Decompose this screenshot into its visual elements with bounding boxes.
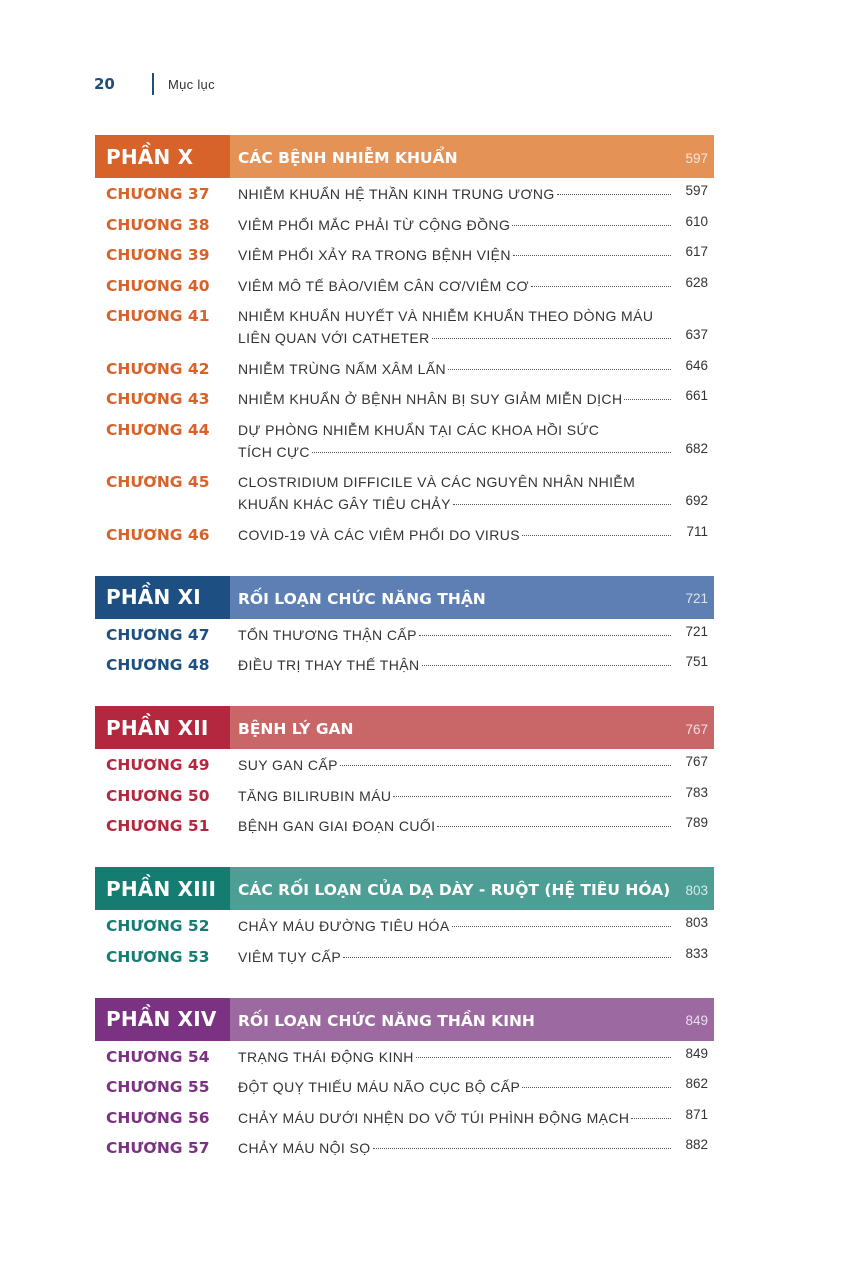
page-header [94, 72, 215, 96]
chapter-label: CHƯƠNG 44 [106, 420, 210, 439]
chapter-entry[interactable] [95, 946, 714, 968]
chapter-title-line [238, 785, 675, 807]
chapter-title-text: TÍCH CỰC [238, 443, 310, 460]
chapter-title-text: TRẠNG THÁI ĐỘNG KINH [238, 1048, 414, 1065]
chapter-label: CHƯƠNG 37 [106, 185, 210, 203]
chapter-title-text: VIÊM PHỔI MẮC PHẢI TỪ CỘNG ĐỒNG [238, 216, 511, 233]
chapter-entry[interactable] [95, 419, 714, 463]
chapter-title [238, 388, 675, 410]
chapter-title [238, 244, 675, 266]
chapter-label: CHƯƠNG 47 [106, 625, 210, 644]
part-title-box [230, 998, 714, 1041]
chapter-title [238, 915, 675, 937]
chapter-label: CHƯƠNG 56 [106, 1108, 210, 1127]
chapter-title-text: DỰ PHÒNG NHIỄM KHUẨN TẠI CÁC KHOA HỒI SỨC [238, 421, 600, 438]
chapter-label: CHƯƠNG 39 [106, 246, 210, 264]
chapter-title-line [238, 493, 675, 515]
chapter-label: CHƯƠNG 51 [106, 817, 210, 835]
part-title-box [230, 706, 714, 749]
chapter-list [95, 910, 714, 968]
chapter-entry[interactable] [95, 1076, 714, 1098]
chapter-page-number: 617 [685, 244, 708, 259]
chapter-title-line [238, 275, 675, 297]
chapter-entry[interactable] [95, 754, 714, 776]
dot-leader [513, 255, 671, 256]
chapter-title-line [238, 1107, 675, 1129]
chapter-title-line [238, 1046, 675, 1068]
chapter-page-number: 610 [685, 213, 708, 229]
part-banner[interactable] [95, 998, 714, 1041]
chapter-title-line [238, 471, 675, 493]
chapter-label: CHƯƠNG 53 [106, 947, 210, 966]
dot-leader [522, 1087, 671, 1088]
part-banner[interactable] [95, 867, 714, 910]
chapter-title-line [238, 441, 675, 463]
chapter-label: CHƯƠNG 55 [106, 1078, 210, 1096]
chapter-label: CHƯƠNG 43 [106, 390, 210, 408]
dot-leader [522, 535, 671, 536]
chapter-title-line [238, 327, 675, 349]
dot-leader [340, 765, 671, 766]
part-banner[interactable] [95, 576, 714, 619]
chapter-label: CHƯƠNG 46 [106, 525, 210, 544]
chapter-page-number: 783 [685, 784, 708, 800]
chapter-title-text: TỔN THƯƠNG THẬN CẤP [238, 626, 417, 643]
chapter-title-line [238, 524, 675, 546]
part-page-number: 597 [685, 150, 708, 166]
chapter-page-number: 871 [685, 1106, 708, 1122]
chapter-title-text: ĐỘT QUỴ THIẾU MÁU NÃO CỤC BỘ CẤP [238, 1079, 521, 1095]
dot-leader [452, 926, 671, 927]
chapter-title-text: NHIỄM KHUẨN Ở BỆNH NHÂN BỊ SUY GIẢM MIỄN DỊCH [238, 391, 623, 407]
part-banner[interactable] [95, 135, 714, 178]
chapter-title-line [238, 1076, 675, 1098]
chapter-page-number: 682 [685, 440, 708, 456]
part-label: PHẦN X [95, 135, 230, 178]
chapter-entry[interactable] [95, 915, 714, 937]
chapter-list [95, 749, 714, 837]
chapter-title [238, 214, 675, 236]
part-label: PHẦN XIII [95, 867, 230, 910]
dot-leader [312, 452, 671, 453]
chapter-page-number: 597 [685, 183, 708, 198]
toc-part [95, 576, 714, 677]
header-divider [152, 73, 154, 95]
dot-leader [416, 1057, 671, 1058]
chapter-title-text: LIÊN QUAN VỚI CATHETER [238, 330, 430, 346]
dot-leader [373, 1148, 671, 1149]
chapter-page-number: 661 [685, 388, 708, 403]
chapter-page-number: 849 [685, 1045, 708, 1061]
part-title: BỆNH LÝ GAN [238, 720, 354, 738]
part-title-box [230, 867, 714, 910]
toc-part [95, 706, 714, 837]
chapter-title-text: CLOSTRIDIUM DIFFICILE VÀ CÁC NGUYÊN NHÂN NHIỄM [238, 474, 636, 490]
chapter-title-text: KHUẨN KHÁC GÂY TIÊU CHẢY [238, 496, 451, 512]
part-title: RỐI LOẠN CHỨC NĂNG THẬN [238, 589, 486, 608]
chapter-title-line [238, 654, 675, 676]
chapter-title [238, 183, 675, 205]
dot-leader [432, 338, 671, 339]
chapter-entry[interactable] [95, 183, 714, 205]
chapter-page-number: 628 [685, 274, 708, 290]
chapter-entry[interactable] [95, 1046, 714, 1068]
chapter-title-text: CHẢY MÁU DƯỚI NHỆN DO VỠ TÚI PHÌNH ĐỘNG MẠCH [238, 1109, 630, 1126]
dot-leader [631, 1118, 671, 1119]
part-title: CÁC BỆNH NHIỄM KHUẨN [238, 149, 458, 167]
part-page-number: 721 [685, 591, 708, 606]
dot-leader [453, 504, 671, 505]
chapter-entry[interactable] [95, 305, 714, 349]
chapter-page-number: 882 [685, 1137, 708, 1152]
chapter-title-text: VIÊM PHỔI XẢY RA TRONG BỆNH VIỆN [238, 247, 511, 263]
part-banner[interactable] [95, 706, 714, 749]
chapter-entry[interactable] [95, 654, 714, 676]
chapter-entry[interactable] [95, 275, 714, 297]
chapter-entry[interactable] [95, 214, 714, 236]
part-title-box [230, 135, 714, 178]
chapter-title-line [238, 358, 675, 380]
chapter-title [238, 275, 675, 297]
page-number: 20 [94, 75, 115, 93]
dot-leader [448, 369, 671, 370]
chapter-list [95, 1041, 714, 1160]
chapter-page-number: 711 [686, 523, 708, 539]
chapter-label: CHƯƠNG 52 [106, 917, 210, 935]
part-title: RỐI LOẠN CHỨC NĂNG THẦN KINH [238, 1011, 535, 1030]
chapter-title-text: BỆNH GAN GIAI ĐOẠN CUỐI [238, 818, 436, 834]
chapter-title-line [238, 754, 675, 776]
dot-leader [343, 957, 671, 958]
chapter-label: CHƯƠNG 48 [106, 656, 210, 674]
chapter-list [95, 619, 714, 677]
chapter-title-line [238, 946, 675, 968]
chapter-entry[interactable] [95, 1107, 714, 1129]
chapter-page-number: 751 [685, 654, 708, 669]
chapter-label: CHƯƠNG 41 [106, 307, 210, 325]
dot-leader [531, 286, 671, 287]
chapter-title [238, 305, 675, 349]
chapter-page-number: 767 [685, 754, 708, 769]
chapter-title [238, 471, 675, 515]
chapter-title-text: NHIỄM KHUẨN HỆ THẦN KINH TRUNG ƯƠNG [238, 186, 555, 202]
chapter-title-line [238, 915, 675, 937]
chapter-page-number: 646 [685, 357, 708, 373]
chapter-title-text: VIÊM MÔ TẾ BÀO/VIÊM CÂN CƠ/VIÊM CƠ [238, 277, 529, 294]
chapter-title-text: VIÊM TỤY CẤP [238, 948, 342, 965]
chapter-title-line [238, 214, 675, 236]
chapter-title-text: NHIỄM TRÙNG NẤM XÂM LẤN [238, 360, 447, 377]
chapter-entry[interactable] [95, 358, 714, 380]
chapter-title-text: CHẢY MÁU ĐƯỜNG TIÊU HÓA [238, 918, 450, 934]
dot-leader [419, 635, 671, 636]
chapter-title-line [238, 419, 675, 441]
chapter-page-number: 833 [685, 945, 708, 961]
chapter-page-number: 692 [685, 493, 708, 508]
part-page-number: 849 [685, 1013, 708, 1028]
chapter-label: CHƯƠNG 54 [106, 1047, 210, 1066]
chapter-list [95, 178, 714, 546]
chapter-title [238, 815, 675, 837]
toc-part [95, 867, 714, 968]
chapter-title [238, 358, 675, 380]
chapter-title-line [238, 305, 675, 327]
chapter-entry[interactable] [95, 815, 714, 837]
chapter-page-number: 721 [685, 623, 708, 639]
chapter-title-line [238, 1137, 675, 1159]
chapter-label: CHƯƠNG 42 [106, 359, 210, 378]
dot-leader [437, 826, 671, 827]
chapter-label: CHƯƠNG 45 [106, 473, 210, 491]
chapter-title [238, 1107, 675, 1129]
chapter-entry[interactable] [95, 388, 714, 410]
chapter-title [238, 1137, 675, 1159]
dot-leader [393, 796, 671, 797]
part-title: CÁC RỐI LOẠN CỦA DẠ DÀY - RUỘT (HỆ TIÊU HÓA) [238, 881, 671, 899]
chapter-title-line [238, 815, 675, 837]
part-title-box [230, 576, 714, 619]
chapter-entry[interactable] [95, 471, 714, 515]
part-label: PHẦN XII [95, 706, 230, 749]
dot-leader [422, 665, 671, 666]
toc-part [95, 998, 714, 1160]
chapter-entry[interactable] [95, 1137, 714, 1159]
chapter-title-line [238, 388, 675, 410]
chapter-title-line [238, 183, 675, 205]
chapter-title [238, 419, 675, 463]
chapter-title [238, 785, 675, 807]
chapter-page-number: 803 [685, 915, 708, 930]
chapter-title-text: COVID-19 VÀ CÁC VIÊM PHỔI DO VIRUS [238, 526, 520, 543]
chapter-page-number: 789 [685, 815, 708, 830]
chapter-label: CHƯƠNG 38 [106, 215, 210, 234]
chapter-title-text: CHẢY MÁU NỘI SỌ [238, 1140, 371, 1156]
chapter-label: CHƯƠNG 40 [106, 276, 210, 295]
toc-part [95, 135, 714, 546]
chapter-title-text: NHIỄM KHUẨN HUYẾT VÀ NHIỄM KHUẨN THEO DÒNG MÁU [238, 308, 654, 324]
chapter-label: CHƯƠNG 57 [106, 1139, 210, 1157]
dot-leader [512, 225, 671, 226]
chapter-title-line [238, 244, 675, 266]
chapter-title-text: SUY GAN CẤP [238, 757, 338, 773]
chapter-title-line [238, 624, 675, 646]
part-label: PHẦN XIV [95, 998, 230, 1041]
chapter-title [238, 1046, 675, 1068]
chapter-entry[interactable] [95, 785, 714, 807]
table-of-contents [95, 135, 714, 1189]
chapter-entry[interactable] [95, 524, 714, 546]
chapter-title [238, 654, 675, 676]
dot-leader [624, 399, 671, 400]
part-label: PHẦN XI [95, 576, 230, 619]
chapter-label: CHƯƠNG 50 [106, 786, 210, 805]
chapter-title-text: ĐIỀU TRỊ THAY THẾ THẬN [238, 657, 420, 673]
chapter-title [238, 946, 675, 968]
chapter-title-text: TĂNG BILIRUBIN MÁU [238, 787, 392, 804]
chapter-title [238, 524, 675, 546]
header-title: Mục lục [168, 76, 215, 92]
chapter-entry[interactable] [95, 244, 714, 266]
chapter-title [238, 1076, 675, 1098]
chapter-title [238, 754, 675, 776]
dot-leader [557, 194, 671, 195]
chapter-page-number: 637 [685, 327, 708, 342]
chapter-label: CHƯƠNG 49 [106, 756, 210, 774]
chapter-entry[interactable] [95, 624, 714, 646]
chapter-title [238, 624, 675, 646]
chapter-page-number: 862 [685, 1076, 708, 1091]
part-page-number: 767 [685, 721, 708, 737]
part-page-number: 803 [685, 882, 708, 898]
